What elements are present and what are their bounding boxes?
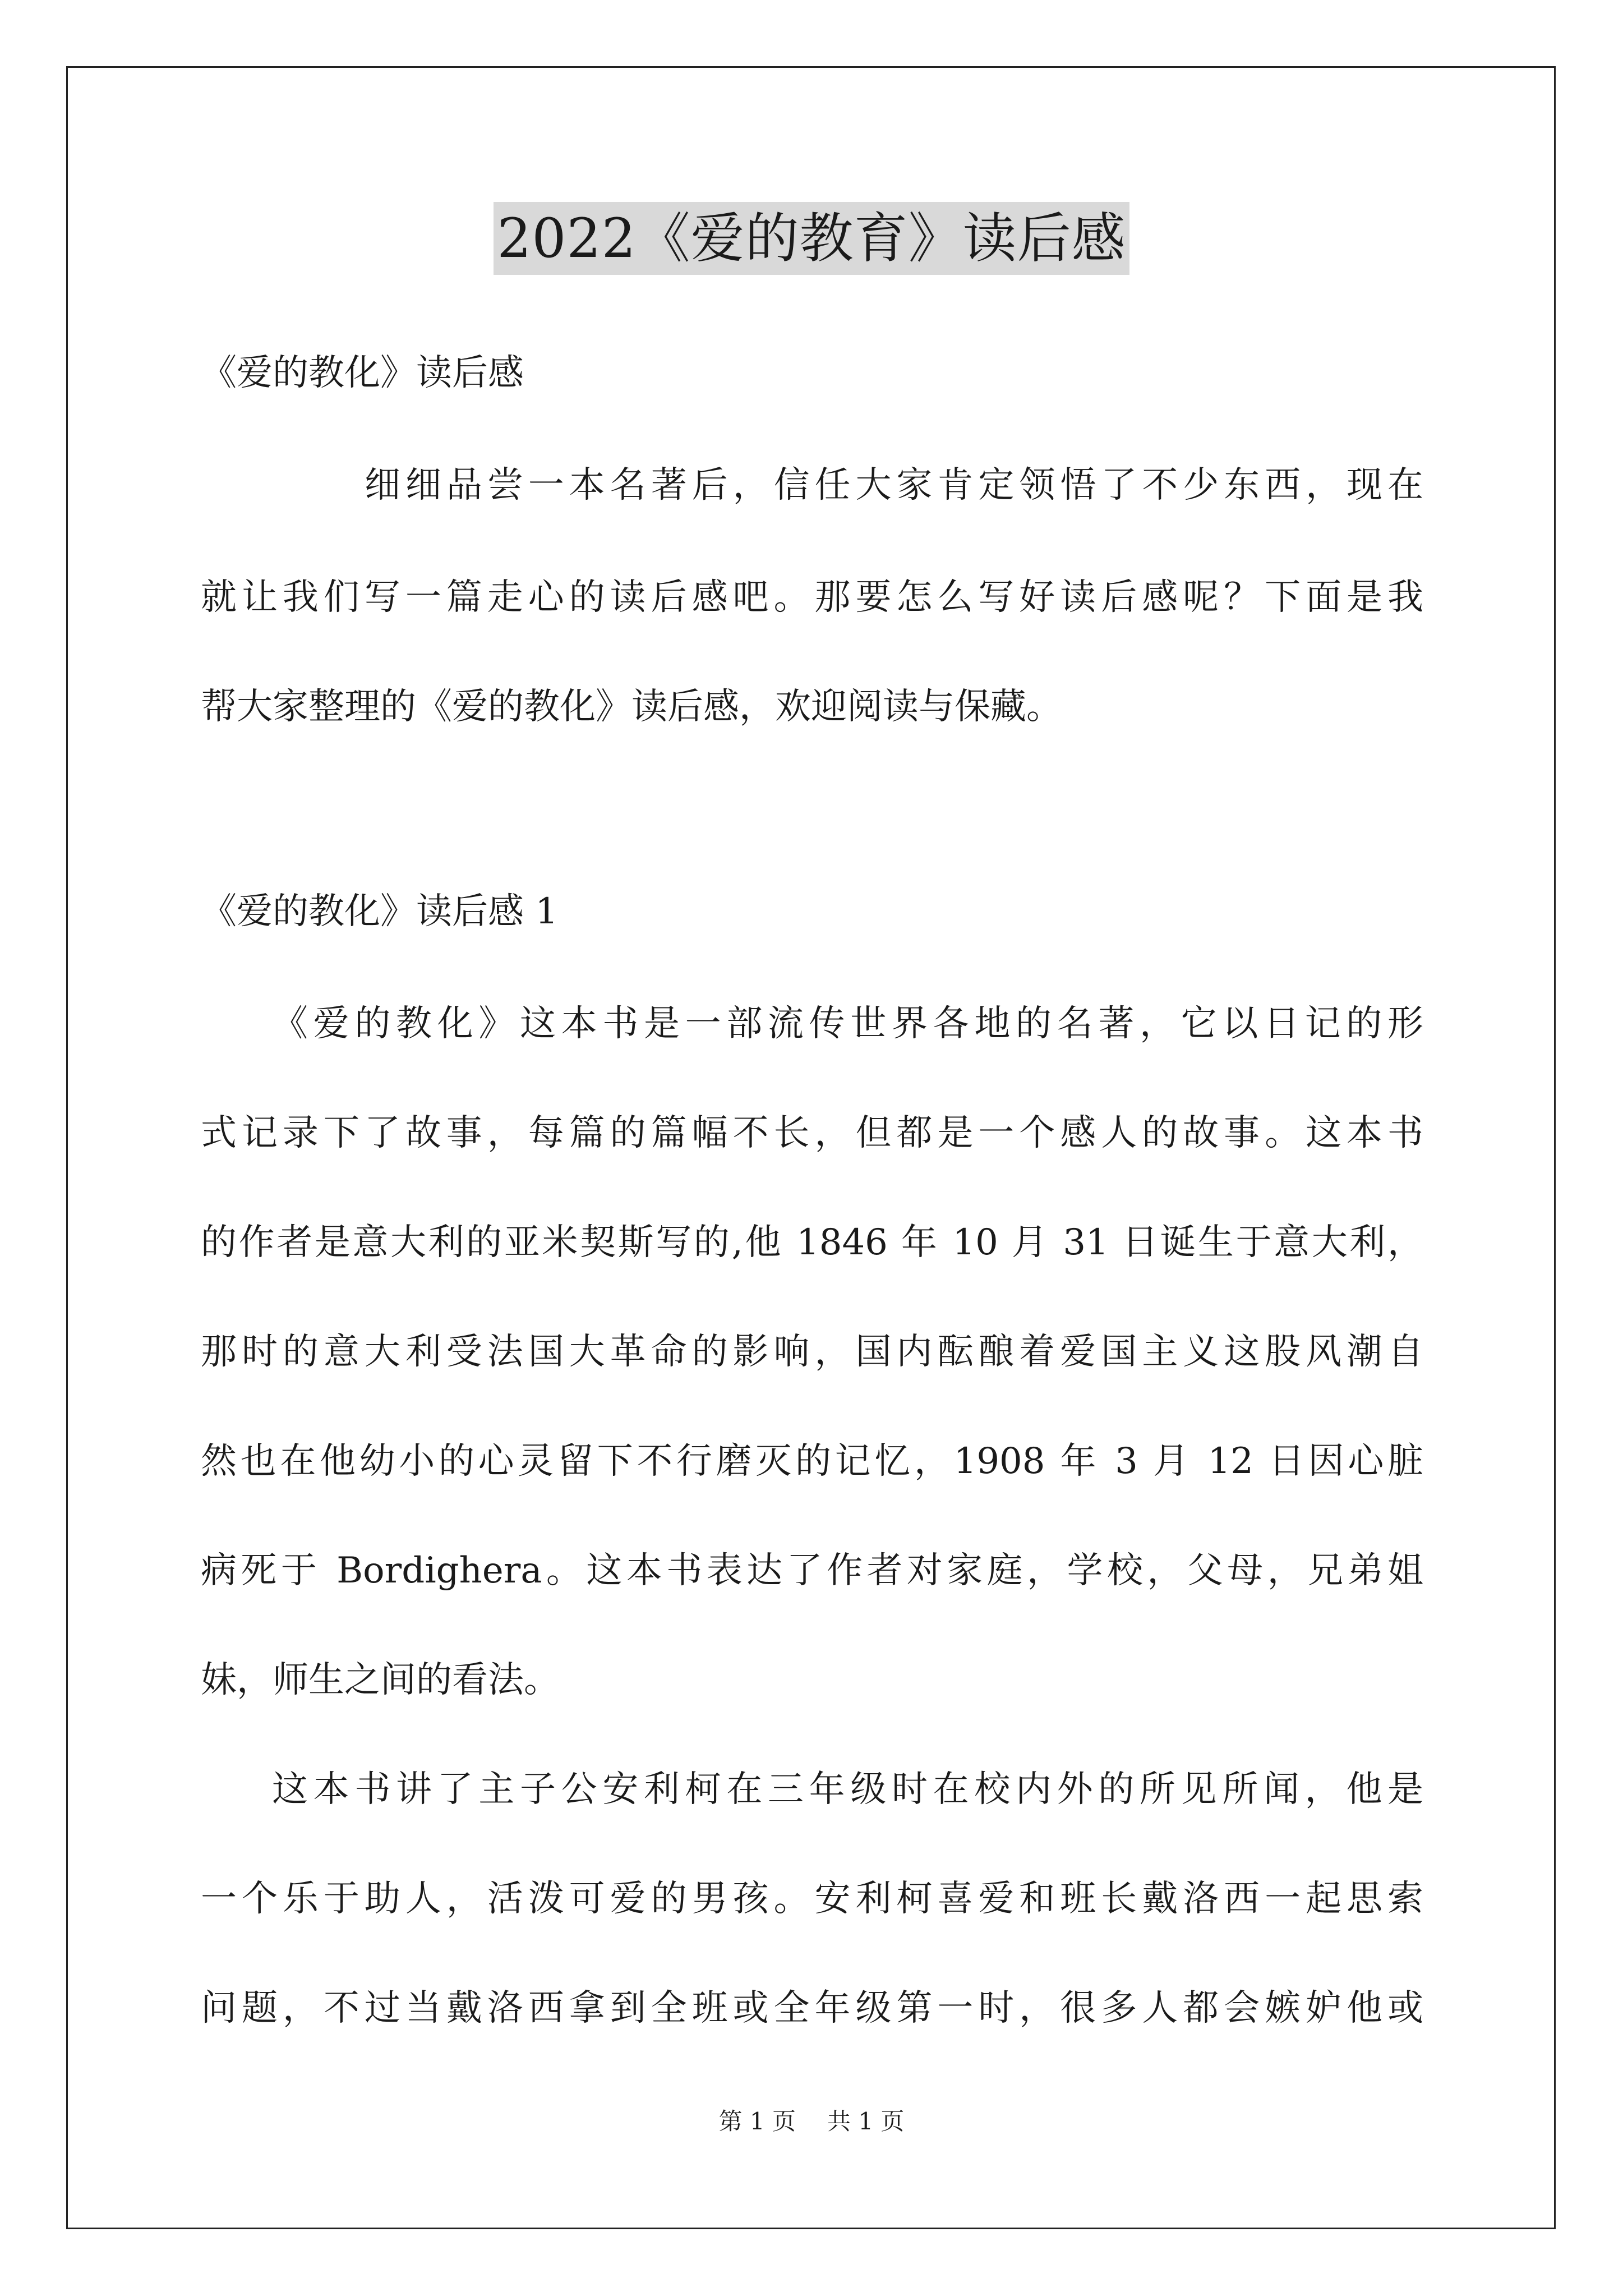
intro-line: 细细品尝一本名著后，信任大家肯定领悟了不少东西，现在 bbox=[365, 464, 1423, 506]
intro-line: 帮大家整理的《爱的教化》读后感，欢迎阅读与保藏。 bbox=[201, 686, 1062, 728]
body-line: 妹，师生之间的看法。 bbox=[201, 1659, 560, 1701]
body-line: 然也在他幼小的心灵留下不行磨灭的记忆，1908 年 3 月 12 日因心脏 bbox=[201, 1441, 1423, 1482]
body-line: 病死于 Bordighera。这本书表达了作者对家庭，学校，父母，兄弟姐 bbox=[201, 1550, 1423, 1591]
title-container bbox=[0, 202, 1623, 275]
body-line: 这本书讲了主子公安利柯在三年级时在校内外的所见所闻，他是 bbox=[272, 1769, 1423, 1810]
subtitle: 《爱的教化》读后感 bbox=[201, 352, 524, 394]
page-footer bbox=[0, 2105, 1623, 2138]
page-total: 共 1 页 bbox=[827, 2108, 905, 2135]
document-title: 2022《爱的教育》读后感 bbox=[494, 202, 1129, 275]
body-line: 问题，不过当戴洛西拿到全班或全年级第一时，很多人都会嫉妒他或 bbox=[201, 1987, 1423, 2029]
body-line: 一个乐于助人，活泼可爱的男孩。安利柯喜爱和班长戴洛西一起思索 bbox=[201, 1878, 1423, 1920]
body-line: 式记录下了故事，每篇的篇幅不长，但都是一个感人的故事。这本书 bbox=[201, 1112, 1423, 1154]
section-heading: 《爱的教化》读后感 1 bbox=[201, 891, 559, 932]
page-number: 第 1 页 bbox=[718, 2108, 796, 2135]
body-line: 那时的意大利受法国大革命的影响，国内酝酿着爱国主义这股风潮自 bbox=[201, 1331, 1423, 1373]
intro-line: 就让我们写一篇走心的读后感吧。那要怎么写好读后感呢？下面是我 bbox=[201, 577, 1423, 618]
body-line: 《爱的教化》这本书是一部流传世界各地的名著，它以日记的形 bbox=[272, 1003, 1423, 1045]
body-line: 的作者是意大利的亚米契斯写的,他 1846 年 10 月 31 日诞生于意大利， bbox=[201, 1222, 1423, 1263]
